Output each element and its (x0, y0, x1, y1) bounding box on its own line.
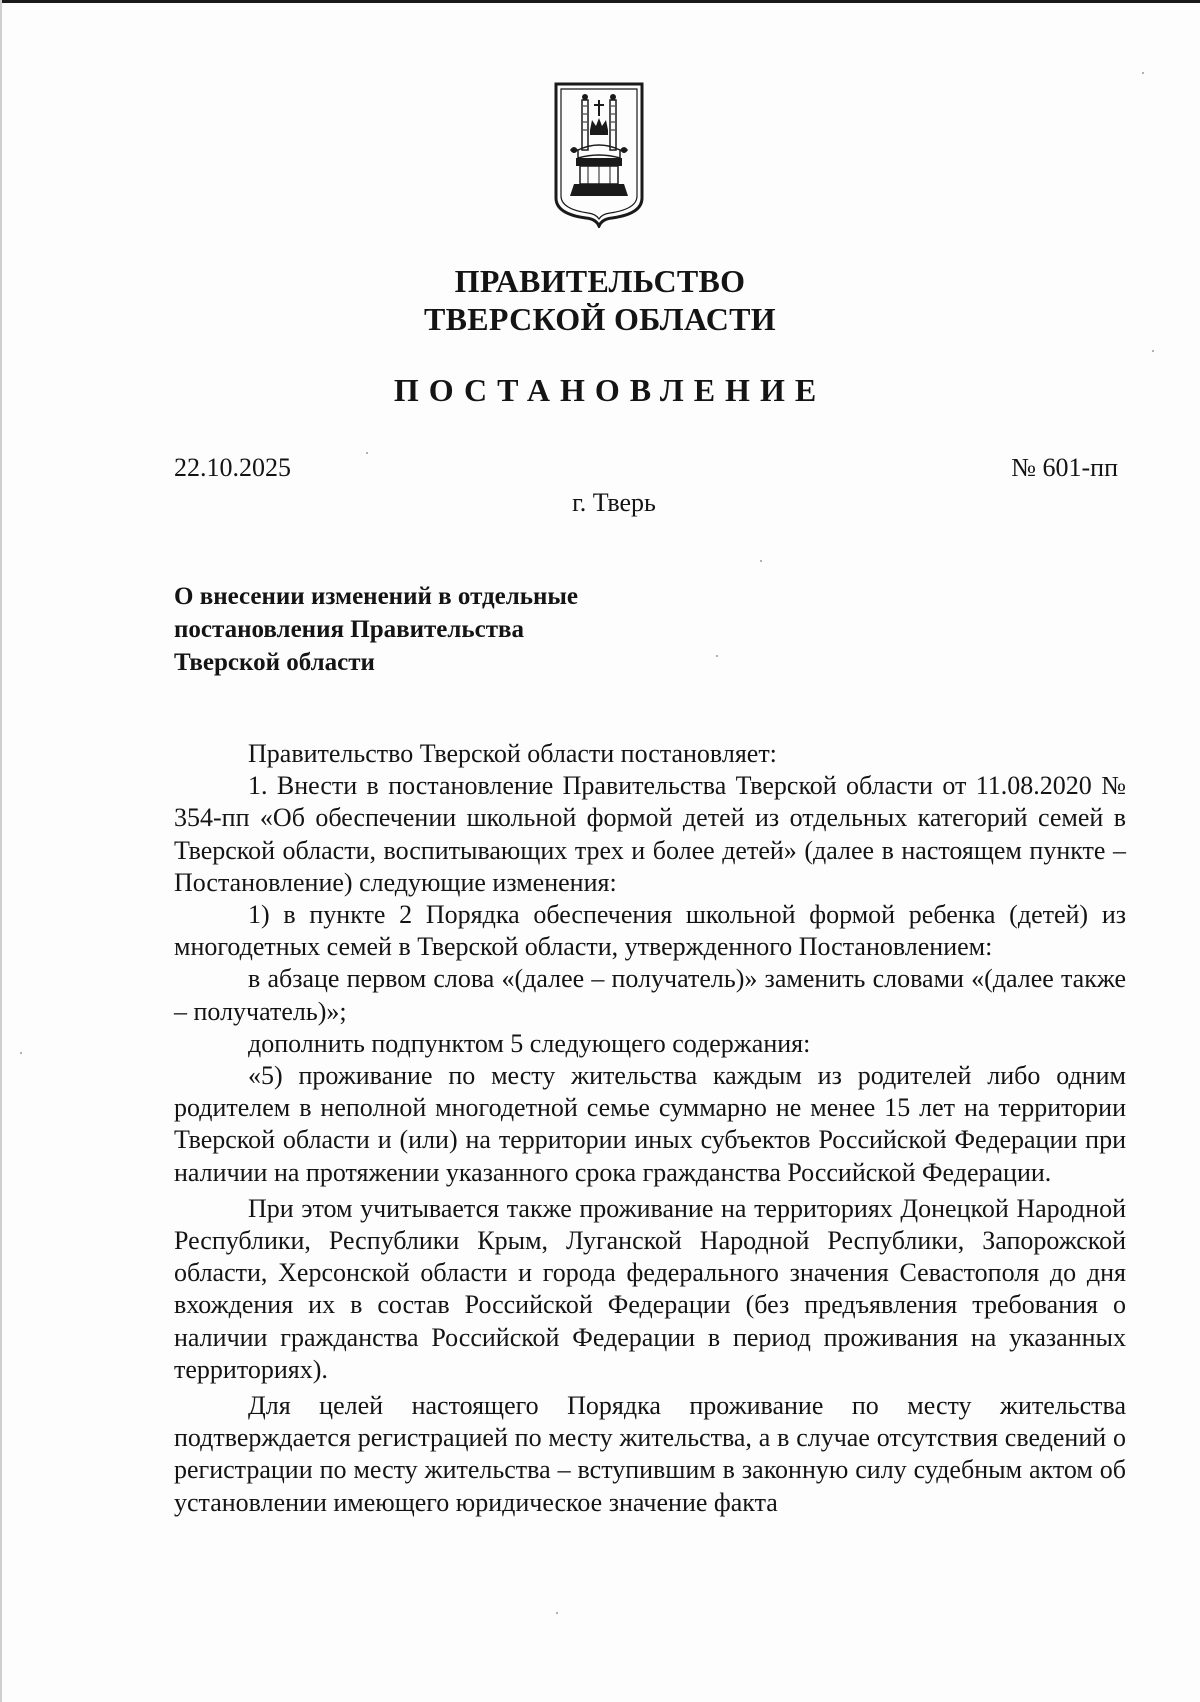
organization-name-line-2: ТВЕРСКОЙ ОБЛАСТИ (423, 301, 777, 337)
scan-speck (716, 655, 718, 657)
body-paragraph: в абзаце первом слова «(далее – получатель)» заменить словами «(далее также – получатель)»; (174, 964, 1126, 1026)
scan-speck (1142, 72, 1144, 74)
body-paragraph: Для целей настоящего Порядка проживание по месту жительства подтверждается регистрацией по месту жительства, а в случае отсутствия сведений о регистрации по месту жительства – вступившим в законную силу судебным актом об установлении имеющего юридическое значение факта (174, 1391, 1126, 1517)
body-paragraph: 1) в пункте 2 Порядка обеспечения школьной формой ребенка (детей) из многодетных семей в Тверской области, утвержденного Постановлением: (174, 900, 1126, 962)
document-number: № 601-пп (1011, 453, 1118, 482)
body-paragraph: 1. Внести в постановление Правительства Тверской области от 11.08.2020 № 354-пп «Об обеспечении школьной формой детей из отдельных категорий семей в Тверской области, воспитывающих трех и более детей» (далее в настоящем пункте – Постановление) следующие изменения: (174, 771, 1126, 897)
document-city: г. Тверь (572, 488, 656, 517)
organization-name-line-1: ПРАВИТЕЛЬСТВО (454, 263, 746, 299)
body-paragraph: При этом учитывается также проживание на территориях Донецкой Народной Республики, Республики Крым, Луганской Народной Республики, Запорожской области, Херсонской области и города федерального значения Севастополя до дня вхождения их в состав Российской Федерации (без предъявления требования о наличии гражданства Российской Федерации в период проживания на указанных территориях). (174, 1193, 1126, 1384)
body-paragraph: дополнить подпунктом 5 следующего содержания: (248, 1028, 811, 1058)
scan-speck (20, 1052, 22, 1054)
scan-speck (760, 560, 762, 562)
document-date: 22.10.2025 (174, 453, 291, 482)
scan-speck (366, 452, 368, 454)
document-type-title: ПОСТАНОВЛЕНИЕ (393, 372, 827, 408)
body-paragraph: Правительство Тверской области постановляет: (248, 739, 777, 768)
document-body (174, 738, 1126, 1519)
subject-line: постановления Правительства (174, 616, 524, 643)
document-subject (174, 580, 694, 679)
subject-line: О внесении изменений в отдельные (174, 583, 579, 610)
scan-speck (1152, 350, 1154, 352)
subject-line: Тверской области (174, 649, 375, 676)
scan-top-edge (0, 0, 1200, 3)
body-paragraph: «5) проживание по месту жительства каждым из родителей либо одним родителем в неполной многодетной семье суммарно не менее 15 лет на территории Тверской области и (или) на территории иных субъектов Российской Федерации при наличии на протяжении указанного срока гражданства Российской Федерации. (174, 1061, 1126, 1187)
scan-left-edge (0, 0, 2, 1702)
scan-speck (556, 1612, 558, 1614)
tver-region-coat-of-arms-icon (552, 80, 646, 228)
